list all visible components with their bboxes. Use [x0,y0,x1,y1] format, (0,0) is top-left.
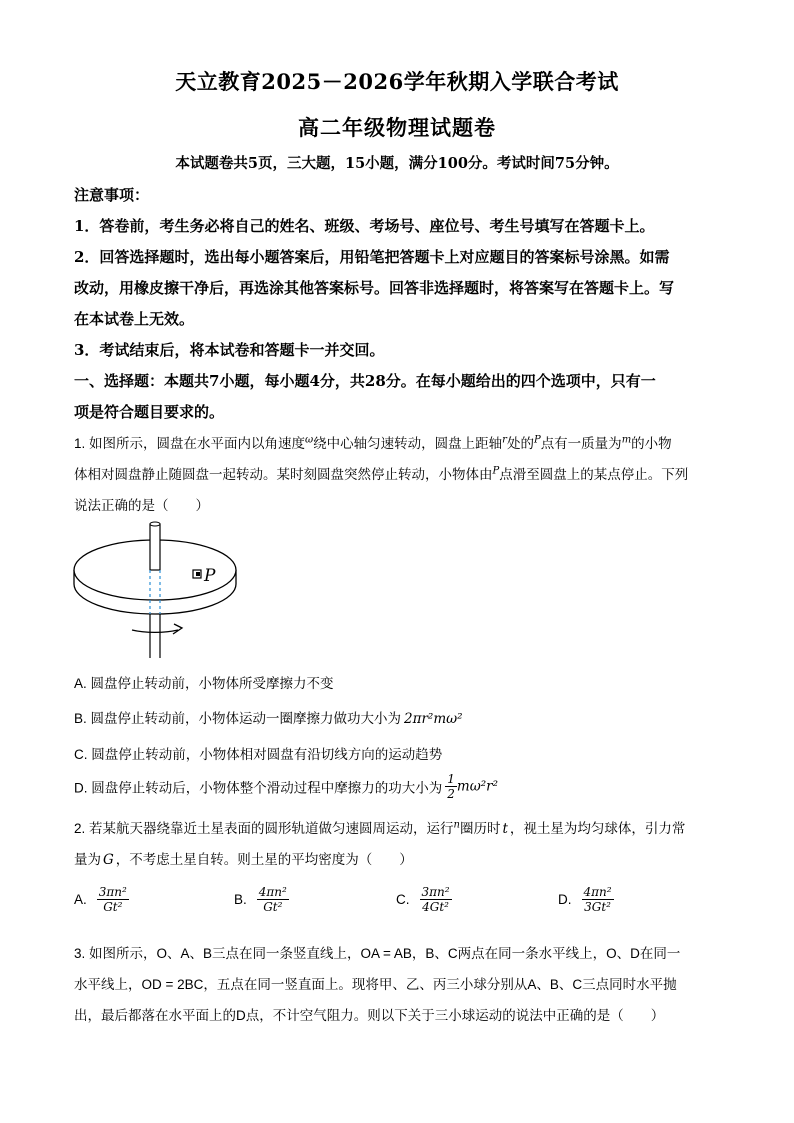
note-item-2-line-2: 改动，用橡皮擦干净后，再选涂其他答案标号。回答非选择题时，将答案写在答题卡上。写 [74,279,675,297]
q1-line-3: 说法正确的是（ ） [74,498,209,513]
q2-option-c[interactable]: C. $\frac{\text{3πn²}}{\text{4Gt²}}$ [396,885,450,914]
q3-line-3: 出，最后都落在水平面上的D点，不计空气阻力。则以下关于三小球运动的说法中正确的是（ ） [74,1008,665,1023]
exam-info: 本试题卷共5页，三大题，15小题，满分100分。考试时间75分钟。 [175,155,619,172]
q2-option-d[interactable]: D. $\frac{\text{4πn²}}{\text{3Gt²}}$ [558,885,612,914]
q2-option-a[interactable]: A. $\frac{\text{3πn²}}{\text{Gt²}}$ [74,885,127,914]
note-item-1: 1．答卷前，考生务必将自己的姓名、班级、考场号、座位号、考生号填写在答题卡上。 [74,217,655,235]
section-1-heading-line-1: 一、选择题：本题共7小题，每小题4分，共28分。在每小题给出的四个选项中，只有一 [74,372,656,390]
q1-option-c[interactable]: C. 圆盘停止转动前，小物体相对圆盘有沿切线方向的运动趋势 [74,747,443,762]
q1-line-1: 1. 如图所示，圆盘在水平面内以角速度$^\omega$绕中心轴匀速转动，圆盘上距轴$^r$处的$^P$点有一质量为$^m$的小物 [74,434,672,451]
q1-line-2: 体相对圆盘静止随圆盘一起转动。某时刻圆盘突然停止转动，小物体由$^P$点滑至圆盘上的某点停止。下列 [74,465,689,482]
q1-option-d[interactable]: D. 圆盘停止转动后，小物体整个滑动过程中摩擦力的功大小为 $\frac{1}{2}$ mω²r² [74,772,498,801]
rotating-disc-figure [70,518,240,663]
q2-line-1: 2. 若某航天器绕靠近土星表面的圆形轨道做匀速圆周运动，运行$^n$圈历时 t ，视土星为均匀球体，引力常 [74,819,686,837]
q3-line-1: 3. 如图所示，O、A、B三点在同一条竖直线上，OA = AB，B、C两点在同一条水平线上，O、D在同一 [74,946,681,961]
q1-option-a[interactable]: A. 圆盘停止转动前，小物体所受摩擦力不变 [74,676,334,691]
note-item-2-line-3: 在本试卷上无效。 [74,310,195,328]
note-item-2-line-1: 2．回答选择题时，选出每小题答案后，用铅笔把答题卡上对应题目的答案标号涂黑。如需 [74,248,670,266]
q2-line-2: 量为 G ，不考虑土星自转。则土星的平均密度为（ ） [74,852,413,868]
q3-line-2: 水平线上，OD = 2BC，五点在同一竖直面上。现将甲、乙、丙三小球分别从A、B、C三点同时水平抛 [74,977,677,992]
section-1-heading-line-2: 项是符合题目要求的。 [74,403,225,421]
omega-symbol: ω [305,434,314,446]
p-symbol: P [533,434,541,446]
note-item-3: 3．考试结束后，将本试卷和答题卡一并交回。 [74,341,385,359]
m-symbol: m [621,434,632,446]
q2-option-b[interactable]: B. $\frac{\text{4πn²}}{\text{Gt²}}$ [234,885,287,914]
exam-title: 天立教育2025－2026学年秋期入学联合考试 [175,69,619,94]
r-symbol: r [502,434,507,446]
notes-heading: 注意事项： [74,186,150,204]
paper-title: 高二年级物理试题卷 [298,115,496,140]
figure-label-p: P [204,566,216,586]
q1-option-b[interactable]: B. 圆盘停止转动前，小物体运动一圈摩擦力做功大小为 2πr²mω² [74,711,463,727]
